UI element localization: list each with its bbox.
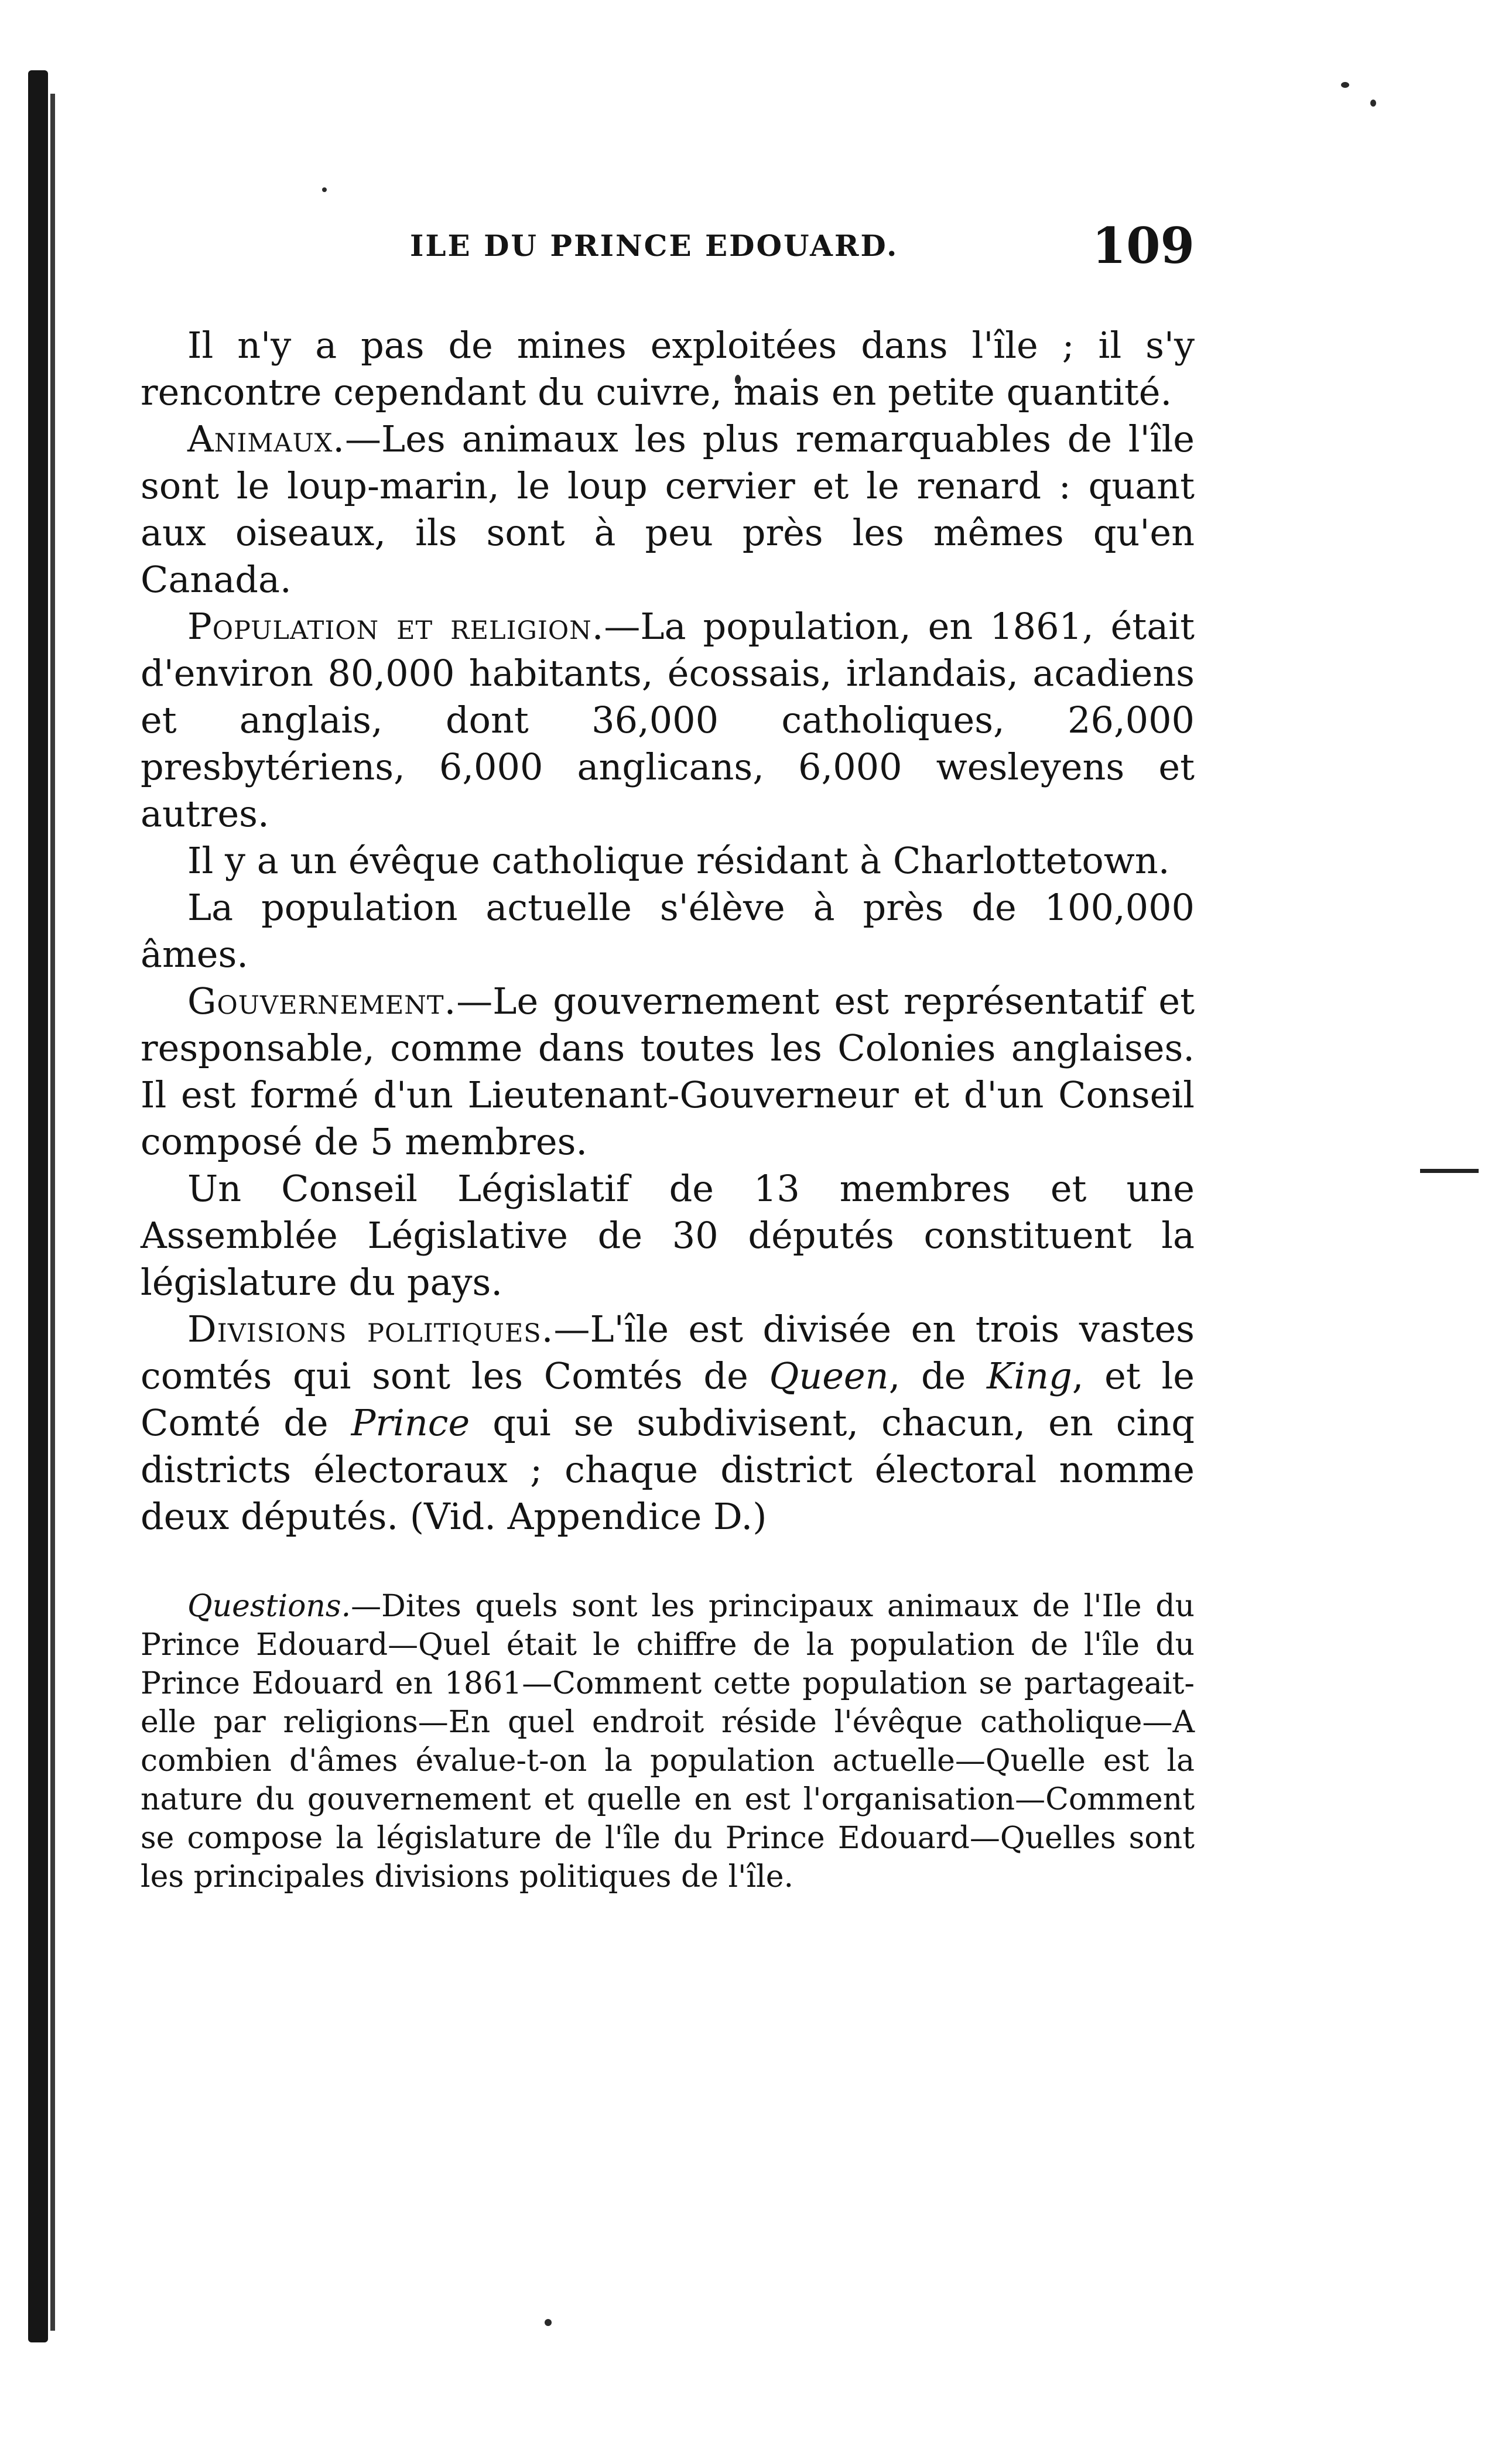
page-text-block xyxy=(141,217,1195,1896)
paragraph-gouvernement xyxy=(141,978,1195,1165)
binding-edge-shadow xyxy=(50,94,55,2331)
paragraph-eveque-text: Il y a un évêque catholique résidant à Charlottetown. xyxy=(187,839,1170,882)
running-head xyxy=(141,217,1195,287)
paragraph-conseil-text: Un Conseil Législatif de 13 membres et une Assemblée Législative de 30 députés constituent la législature du pays. xyxy=(141,1167,1195,1304)
section-label-divisions: Divisions politiques. xyxy=(187,1308,554,1350)
speck xyxy=(545,2319,552,2326)
county-king: King xyxy=(987,1355,1072,1397)
questions-label: Questions. xyxy=(187,1589,351,1624)
paragraph-gouvernement-text: —Le gouvernement est représentatif et responsable, comme dans toutes les Colonies anglaises. Il est formé d'un Lieutenant-Gouverneur et d'un Conseil composé de 5 membres. xyxy=(141,980,1195,1163)
binding-edge xyxy=(28,70,48,2342)
main-text xyxy=(141,322,1195,1540)
speck xyxy=(1341,82,1349,88)
paragraph-divisions-text-3: , et le Comté de xyxy=(141,1355,1195,1444)
paragraph-mines-text: Il n'y a pas de mines exploitées dans l'île ; il s'y rencontre cependant du cuivre, mais en petite quantité. xyxy=(141,324,1195,413)
section-label-gouvernement: Gouvernement. xyxy=(187,980,457,1022)
questions-text: —Dites quels sont les principaux animaux de l'Ile du Prince Edouard—Quel était le chiffre de la population de l'île du Prince Edouard en 1861—Comment cette population se partageait-elle par religions—En quel endroit réside l'évêque catholique—A combien d'âmes évalue-t-on la population actuelle—Quelle est la nature du gouvernement et quelle en est l'organisation—Comment se compose la législature de l'île du Prince Edouard—Quelles sont les principales divisions politiques de l'île. xyxy=(141,1589,1195,1894)
section-label-population: Population et religion. xyxy=(187,605,604,648)
paragraph-population-actuelle-text: La population actuelle s'élève à près de 100,000 âmes. xyxy=(141,886,1195,976)
paragraph-mines xyxy=(141,322,1195,416)
speck xyxy=(1370,100,1376,107)
paragraph-population-actuelle xyxy=(141,884,1195,978)
county-queen: Queen xyxy=(769,1355,889,1397)
paragraph-population xyxy=(141,603,1195,837)
page-number: 109 xyxy=(1092,217,1195,275)
paragraph-animaux-text: —Les animaux les plus remarquables de l'île sont le loup-marin, le loup cervier et le renard : quant aux oiseaux, ils sont à peu près les mêmes qu'en Canada. xyxy=(141,418,1195,601)
paragraph-eveque xyxy=(141,837,1195,884)
paragraph-divisions-text-1: —L'île est divisée en trois vastes comtés qui sont les Comtés de xyxy=(141,1308,1195,1397)
paragraph-animaux xyxy=(141,416,1195,603)
running-title: ILE DU PRINCE EDOUARD. xyxy=(410,228,899,263)
questions-paragraph xyxy=(141,1587,1195,1896)
paragraph-conseil xyxy=(141,1165,1195,1306)
paragraph-divisions-text-4: qui se subdivisent, chacun, en cinq districts électoraux ; chaque district électoral nomme deux députés. (Vid. Appendice D.) xyxy=(141,1401,1195,1538)
county-prince: Prince xyxy=(351,1401,470,1444)
paragraph-population-text: —La population, en 1861, était d'environ 80,000 habitants, écossais, irlandais, acadiens et anglais, dont 36,000 catholiques, 26,000 presbytériens, 6,000 anglicans, 6,000 wesleyens et autres. xyxy=(141,605,1195,835)
section-label-animaux: Animaux. xyxy=(187,418,345,460)
questions-section xyxy=(141,1587,1195,1896)
margin-rule xyxy=(1420,1169,1479,1173)
paragraph-divisions-text-2: , de xyxy=(888,1355,987,1397)
speck xyxy=(322,187,327,192)
paragraph-divisions xyxy=(141,1306,1195,1540)
